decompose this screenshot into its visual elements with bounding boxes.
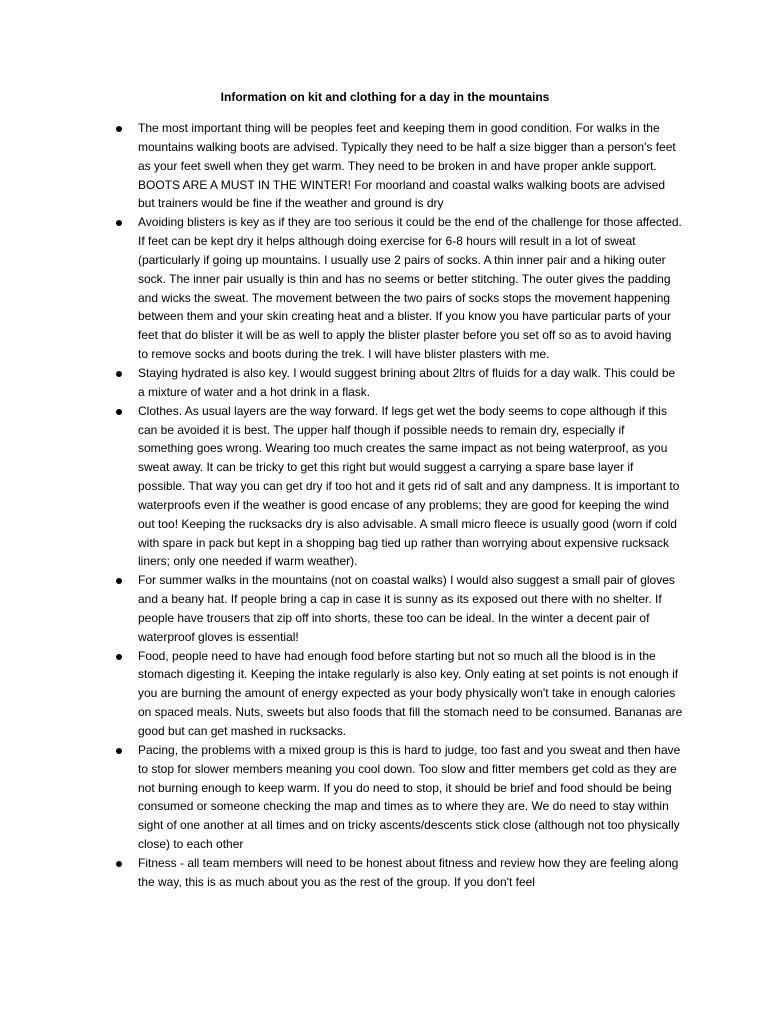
list-item: [138, 741, 683, 854]
list-item: [138, 571, 683, 646]
bullet-icon: [116, 861, 122, 867]
bullet-list: [138, 119, 683, 892]
document-title: Information on kit and clothing for a day in the mountains: [220, 90, 550, 104]
bullet-icon: [116, 371, 122, 377]
list-item: [138, 647, 683, 741]
list-item-text: The most important thing will be peoples feet and keeping them in good condition. For walks in the mountains walking boots are advised. Typically they need to be half a size bigger than a person's feet as your feet swell when they get warm. They need to be broken in and have proper ankle support. BOOTS ARE A MUST IN THE WINTER! For moorland and coastal walks walking boots are advised but trainers would be fine if the weather and ground is dry: [138, 121, 676, 211]
list-item: [138, 119, 683, 213]
list-item: [138, 213, 683, 364]
list-item-text: Avoiding blisters is key as if they are too serious it could be the end of the challenge for those affected. If feet can be kept dry it helps although doing exercise for 6-8 hours will result in a lot of sweat (particularly if going up mountains. I usually use 2 pairs of socks. A thin inner pair and a hiking outer sock. The inner pair usually is thin and has no seems or better stitching. The outer gives the padding and wicks the sweat. The movement between the two pairs of socks stops the movement happening between them and your skin creating heat and a blister. If you know you have particular parts of your feet that do blister it will be as well to apply the blister plaster before you set off so as to avoid having to remove socks and boots during the trek. I will have blister plasters with me.: [138, 215, 682, 362]
bullet-icon: [116, 654, 122, 660]
list-item: [138, 364, 683, 402]
bullet-icon: [116, 748, 122, 754]
list-item-text: Staying hydrated is also key. I would suggest brining about 2ltrs of fluids for a day walk. This could be a mixture of water and a hot drink in a flask.: [138, 365, 676, 399]
list-item-text: Food, people need to have had enough food before starting but not so much all the blood is in the stomach digesting it. Keeping the intake regularly is also key. Only eating at set points is not enough if you are burning the amount of energy expected as your body physically won't take in enough calories on spaced meals. Nuts, sweets but also foods that fill the stomach need to be consumed. Bananas are good but can get mashed in rucksacks.: [138, 648, 683, 738]
bullet-icon: [116, 126, 122, 132]
bullet-icon: [116, 578, 122, 584]
list-item-text: Fitness - all team members will need to be honest about fitness and review how they are feeling along the way, this is as much about you as the rest of the group. If you don't feel: [138, 855, 679, 889]
list-item-text: Clothes. As usual layers are the way forward. If legs get wet the body seems to cope although if this can be avoided it is best. The upper half though if possible needs to remain dry, especially if something goes wrong. Wearing too much creates the same impact as not being waterproof, as you sweat away. It can be tricky to get this right but would suggest a carrying a spare base layer if possible. That way you can get dry if too hot and it gets rid of salt and any dampness. It is important to waterproofs even if the weather is good encase of any problems; they are good for keeping the wind out too! Keeping the rucksacks dry is also advisable. A small micro fleece is usually good (worn if cold with spare in pack but kept in a shopping bag tied up rather than worrying about expensive rucksack liners; only one needed if warm weather).: [138, 403, 680, 569]
list-item: [138, 402, 683, 572]
list-item-text: Pacing, the problems with a mixed group is this is hard to judge, too fast and you sweat and then have to stop for slower members meaning you cool down. Too slow and fitter members get cold as they are not burning enough to keep warm. If you do need to stop, it should be brief and food should be being consumed or someone checking the map and times as to where they are. We do need to stay within sight of one another at all times and on tricky ascents/descents stick close (although not too physically close) to each other: [138, 742, 681, 852]
bullet-icon: [116, 220, 122, 226]
bullet-icon: [116, 409, 122, 415]
list-item: [138, 854, 683, 892]
list-item-text: For summer walks in the mountains (not on coastal walks) I would also suggest a small pair of gloves and a beany hat. If people bring a cap in case it is sunny as its exposed out there with no shelter. If people have trousers that zip off into shorts, these too can be ideal. In the winter a decent pair of waterproof gloves is essential!: [138, 573, 675, 644]
